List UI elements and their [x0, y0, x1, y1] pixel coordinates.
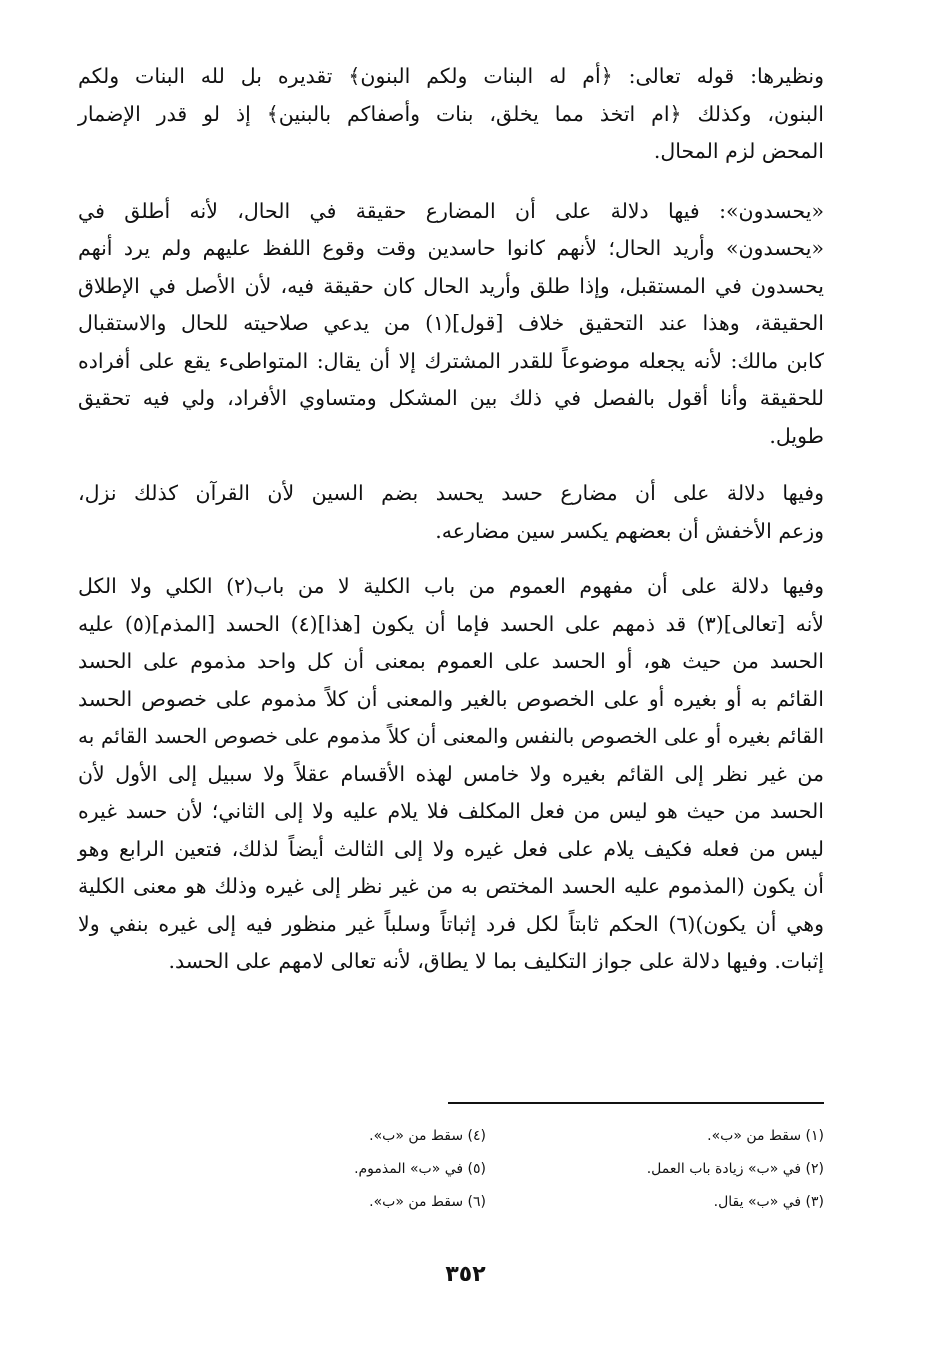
- paragraph: [78, 568, 824, 981]
- text-line: إثبات. وفيها دلالة على جواز التكليف بما لا يطاق، لأنه تعالى لامهم على الحسد.: [168, 949, 824, 973]
- text-line: طويل.: [769, 423, 824, 448]
- text-line: كابن مالك: لأنه يجعله موضوعاً للقدر المشترك إلا أن يقال: المتواطىء يقع على أفراده: [78, 348, 824, 373]
- text-line: الحسد من حيث هو، أو الحسد على العموم بمعنى أن كل واحد مذموم على الحسد: [78, 649, 824, 673]
- footnote: (٦) سقط من «ب».: [369, 1194, 486, 1210]
- footnote: (١) سقط من «ب».: [707, 1128, 824, 1144]
- paragraph: [78, 475, 824, 550]
- footnote: (٢) في «ب» زيادة باب العمل.: [646, 1161, 824, 1177]
- text-line: وهي أن يكون)(٦) الحكم ثابتاً لكل فرد إثباتاً وسلباً غير منظور فيه إلى غيره بنفي ولا: [78, 911, 824, 936]
- text-line: وزعم الأخفش أن بعضهم يكسر سين مضارعه.: [435, 518, 824, 543]
- footnote: (٤) سقط من «ب».: [369, 1128, 486, 1144]
- text-line: ليس من فعله فكيف يلام على فعل غيره ولا إلى الثالث أيضاً لذلك، فتعين الرابع وهو: [78, 836, 824, 861]
- footnote-divider: [448, 1102, 824, 1104]
- footnotes-left-column: [186, 1120, 486, 1219]
- text-line: القائم به أو بغيره أو على الخصوص بالغير والمعنى أن كلاً مذموم على خصوص الحسد: [78, 686, 824, 711]
- text-line: وفيها دلالة على أن مفهوم العموم من باب الكلية لا من باب(٢) الكلي ولا الكل: [78, 574, 825, 598]
- text-line: وفيها دلالة على أن مضارع حسد يحسد بضم السين لأن القرآن كذلك نزل،: [78, 481, 824, 505]
- text-line: الحسد من حيث هو ليس من فعل المكلف فلا يلام عليه ولا إلى الثاني؛ لأن حسد غيره: [78, 799, 824, 823]
- text-line: أن يكون (المذموم عليه الحسد المختص به من غير نظر إلى غيره وذلك هو معنى الكلية: [78, 874, 824, 898]
- text-line: لأنه [تعالى](٣) قد ذمهم على الحسد فإما أن يكون [هذا](٤) الحسد [المذم](٥) عليه: [78, 611, 824, 636]
- text-line: «يحسدون»: فيها دلالة على أن المضارع حقيقة في الحال، لأنه أطلق في: [78, 198, 824, 223]
- paragraph: [78, 58, 824, 171]
- page-number: ٣٥٢: [445, 1262, 486, 1287]
- text-line: ونظيرها: قوله تعالى: ﴿أم له البنات ولكم البنون﴾ تقديره بل لله البنات ولكم: [78, 64, 824, 88]
- text-line: للحقيقة وأنا أقول بالفصل في ذلك بين المشكل ومتساوي الأفراد، ولي فيه تحقيق: [78, 386, 824, 410]
- footnote: (٣) في «ب» يقال.: [713, 1194, 824, 1210]
- footnote: (٥) في «ب» المذموم.: [354, 1161, 486, 1177]
- text-line: الحقيقة، وهذا عند التحقيق خلاف [قول](١) من يدعي صلاحيته للحال والاستقبال: [78, 311, 824, 335]
- text-line: «يحسدون» وأريد الحال؛ لأنهم كانوا حاسدين وقت وقوع اللفظ عليهم ولم يرد أنهم: [78, 236, 824, 260]
- text-line: البنون، وكذلك ﴿ام اتخذ مما يخلق، بنات وأصفاكم بالبنين﴾ إذ لو قدر الإضمار: [78, 101, 824, 126]
- text-line: من غير نظر إلى القائم بغيره ولا خامس لهذه الأقسام عقلاً ولا سبيل إلى الأول لأن: [78, 761, 824, 786]
- text-line: المحض لزم المحال.: [653, 139, 824, 163]
- main-text: [78, 58, 824, 995]
- text-line: يحسدون في المستقبل، وإذا طلق وأريد الحال كان حقيقة فيه، لأن الأصل في الإطلاق: [78, 273, 824, 298]
- paragraph: [78, 193, 824, 456]
- text-line: القائم بغيره أو على الخصوص بالنفس والمعنى أن كلاً مذموم على خصوص الحسد القائم به: [78, 724, 824, 748]
- footnotes-right-column: [524, 1120, 824, 1219]
